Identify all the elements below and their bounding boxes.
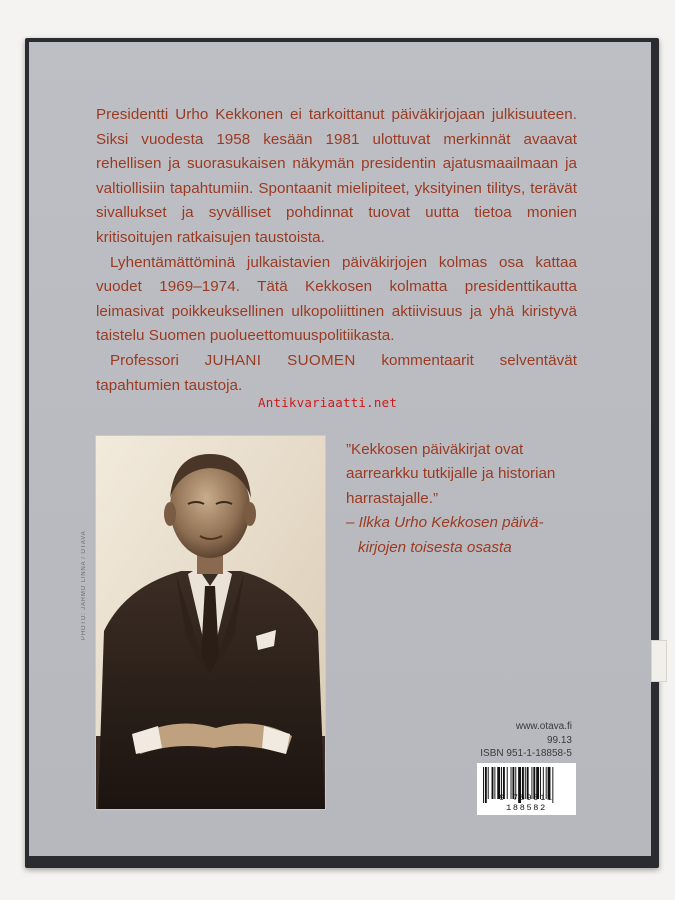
barcode-number: 9 789511 188582 [499,793,554,813]
quote-attribution-line-1: – Ilkka Urho Kekkosen päivä- [346,514,544,532]
blurb-paragraph-3 [96,349,577,398]
quote-attribution-line-2: kirjojen toisesta osasta [358,538,512,556]
author-name: JUHANI SUOMEN [204,351,356,369]
blurb-text [96,103,577,398]
publisher-url: www.otava.fi [515,721,572,732]
quote-text: ”Kekkosen päiväkirjat ovat aarrearkku tutkijalle ja historian harrastajalle.” [346,441,556,507]
barcode [477,763,576,815]
price-sticker [651,640,667,682]
publisher-info [480,720,572,761]
class-code: 99.13 [546,734,572,746]
portrait-photo [95,435,326,810]
paragraph3-lead: Professori [110,351,205,369]
blurb-paragraph-2: Lyhentämättöminä julkaistavien päiväkirjojen kolmas osa kattaa vuodet 1969–1974. Tätä Kekkosen kolmatta presidenttikautta leimasivat poikkeuksellinen ulkopoliittinen aktiivisuus ja yhä kiristyvä taistelu Suomen puolueettomuuspolitiikasta. [96,253,577,345]
portrait-illustration [96,436,325,809]
quote-block [346,438,586,560]
blurb-paragraph-1: Presidentti Urho Kekkonen ei tarkoittanut päiväkirjojaan julkisuuteen. Siksi vuodesta 1958 kesään 1981 ulottuvat merkinnät avaavat rehellisen ja suorasukaisen näkymän presidentin ajatusmaailmaan ja valtiollisiin tapahtumiin. Spontaanit mielipiteet, yksityinen tilitys, terävät sivallukset ja syvälliset pohdinnat tuovat uutta tietoa monien kritisoitujen ratkaisujen taustoista. [96,106,577,246]
isbn-label: ISBN 951-1-18858-5 [480,748,572,759]
watermark-link[interactable]: Antikvariaatti.net [258,395,398,410]
photo-credit: PHOTO: JARMO LINNA / OTAVA [81,530,87,640]
paragraph3-tail: kommentaarit selventävät tapahtumien taustoja. [96,351,577,394]
